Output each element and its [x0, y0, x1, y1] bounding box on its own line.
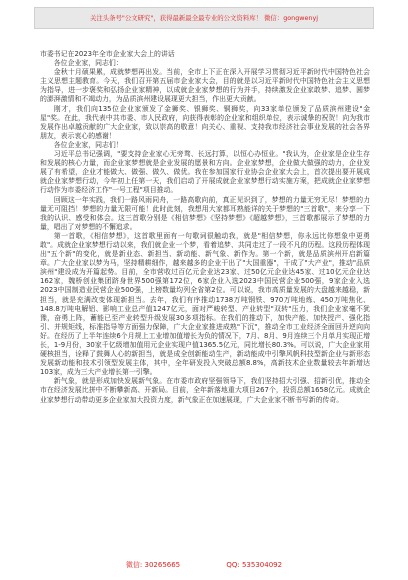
document-paragraph: 刚才，我们向135位企业家颁发了金狮奖、银狮奖、铜狮奖，向33家单位颁发了品质滨州建设"金星"奖。在此，我代表中共市委、市人民政府，向获得表彰的企业家和组织单位，表示诚挚的祝贺！向为我市发展作出卓越贡献的广大企业家，致以崇高的敬意！向关心、重视、支持我市经济社会事业发展的社会各界朋友，表示衷心的感谢！ — [40, 104, 370, 140]
document-paragraph: 习近平总书记强调，"要支持企业家心无旁骛、长远打算，以恒心办恒业。"我认为，企业家是企业生存和发展的核心力量，而企业家梦想就是企业发展的愿景和方向。企业家梦想，企业做大做强的动力，企业发展了有希望，企业才能做大、做强、做久、做优。我在参加国家行业协会企业家大会上，首次提出要开展成就企业家梦想行动，今年初上任第一天，我们启动了开展成就企业家梦想行动实施方案，把成就企业家梦想行动作为市委经济工作"一号工程"项目推动。 — [40, 150, 370, 195]
footer-qq: QQ: 535304092 — [226, 561, 283, 569]
document-paragraph: 回顾这一年实践，我们一路风雨同舟，一路高歌向前，真正见识到了，梦想的力量无穷无尽！梦想的力量无可阻挡！梦想的力量无限可能！此时此刻，我想用大家都耳熟能详的关于梦想的"三首歌"，来分享一下我的认识、感受和体会。这三首歌分别是《相信梦想》《坚持梦想》《超越梦想》，三首歌都展示了梦想的力量，唱出了对梦想的不懈追求。 — [40, 195, 370, 231]
document-body — [40, 50, 370, 405]
document-paragraph: 金秋十月硕果累，成就梦想再出发。当前，全市上下正在深入开展学习贯彻习近平新时代中国特色社会主义思想主题教育。今天，我们召开第五届市企业家大会，目的就是以习近平新时代中国特色社会主义思想为指导，进一步褒奖和弘扬企业家精神，以成就企业家梦想的行为并手，持续激发企业家敢梦、追梦、圆梦的澎湃激情和不竭动力，为品质滨州建设展现更大担当，作出更大贡献。 — [40, 68, 370, 104]
promo-banner-text: 关注头条号"公文研究"，获得最新最全最专业的公文资料库！ 微信：gongwenyj — [89, 14, 319, 22]
document-paragraph: 各位企业家，同志们： — [53, 59, 123, 68]
document-title: 市委书记在2023年全市企业家大会上的讲话 — [40, 50, 175, 58]
document-paragraph: 新气象，就是形成加快发展新气象。在市委市政府坚强领导下，我们坚持招大引强、招新引优，推动全市在经济发展比拼中不断攀新高、开新局。目前，全年新落地重大项目267个，投资总额1658亿元。成就企业家梦想行动带动更多企业家加大投资力度，新气象正在加速展现，广大企业家不断书写新的传奇。 — [40, 377, 370, 404]
contact-footer — [0, 560, 408, 570]
footer-wechat: 微信: 30265665 — [125, 561, 181, 569]
document-paragraph: 各位企业家，同志们！ — [53, 140, 123, 149]
document-paragraph: 第一首歌，《相信梦想》，这首歌里面有一句歌词很触动我，就是"相信梦想，你永远比你想象中更勇敢"。成就企业家梦想行动以来，我们就企业一个梦，看着追梦、共同走过了一段不凡的历程。这段历程体现出"五个新"的变化，就是新业态、新担当、新动能、新气象、新作为。第一个新，就是品质滨州开启新篇章。广大企业家以梦为马，坚持精耕细作，越来越多的企业干出了"大国重器"，干成了"大产业"，推动"品质滨州"建设成为开篇起势。目前，全市营收过百亿元企业达23家、过50亿元企业达45家、过10亿元企业达162家，魏桥创业集团跻身世界500强第172位，6家企业入选2023中国民营企业500强，9家企业入选2023中国制造业民营企业500强，上榜数量均列全省第2位。可以说，我市高质量发展的大盘越来越稳，新担当，就是充满改变体现新担当。去年，我们有序推动1738万吨钢铁、970万吨地炼、450万吨焦化、148.8万吨电解铝、影响工业总产值1247亿元，面对严峻转型、产业转型"双转"压力，我们企业家毫不犹豫，奋勇上阵，蓄能已至产业转型升级发展30多项指标。在我们的推动下，加快产能、加快授产、强化指引、并规矩线，标准指导等方面强力保障，广大企业家推进成熟"下沉"，推动全市工业经济全面回升逆向向好。在经历了上半年连续6个月规上工业增加值增长为负的情况下，7月、8月、9月连续三个月单月实现正增长，1-9月份，30家千亿级增加值用元企业实现户值1365.5亿元，同比增长80.3%。可以说，广大企业家用硬核担当，诠释了鼓舞人心的新担当，就是成全创新能动生产，新动能成中引擎风帆科技型新企业与新形态发展新动能和技术引领型发展主体，其中，全年研发投入突破总额8.8%，高新技术企业数量较去年新增达103家，成为三大产业增长第一引擎。 — [40, 231, 370, 377]
promo-banner — [34, 7, 374, 29]
